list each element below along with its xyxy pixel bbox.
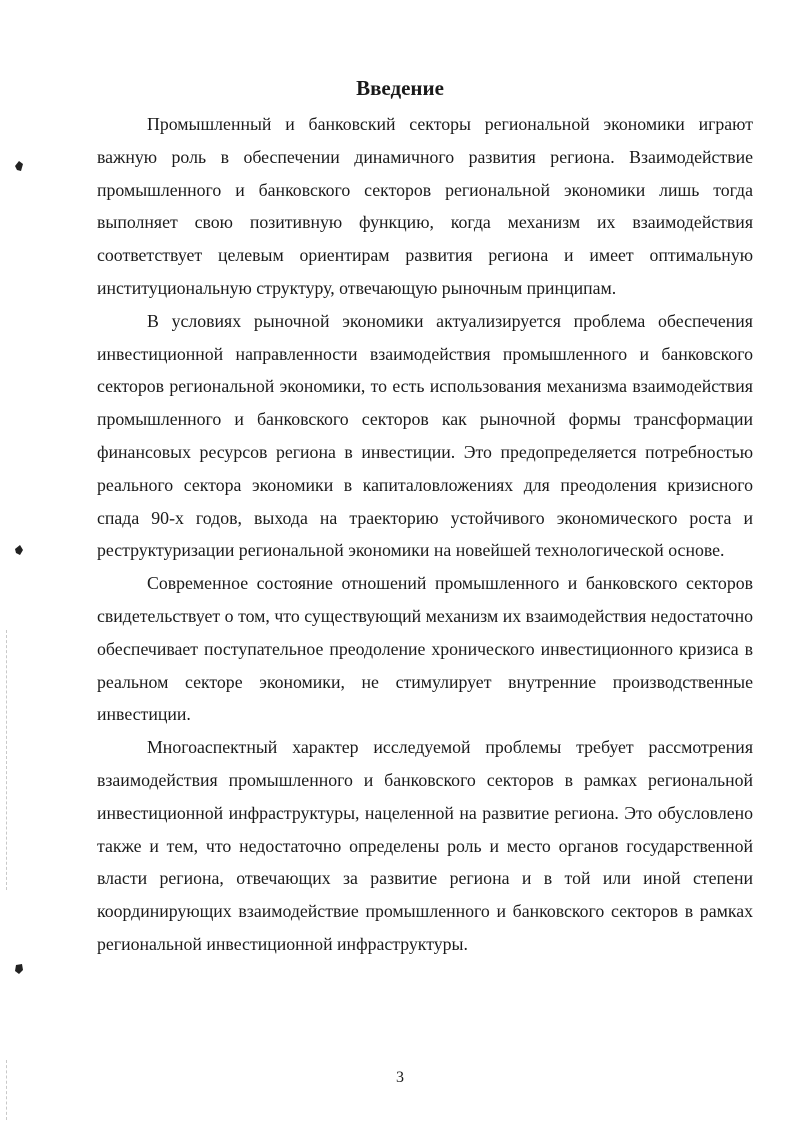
paragraph: Многоаспектный характер исследуемой проблемы требует рассмотрения взаимодействия промышленного и банковского секторов в рамках региональной инвестиционной инфраструктуры, нацеленной на развитие региона. Это обусловлено также и тем, что недостаточно определены роль и место органов государственной власти региона, отвечающих за развитие региона и в той или иной степени координирующих взаимодействие промышленного и банковского секторов в рамках региональной инвестиционной инфраструктуры. (97, 737, 753, 954)
punch-hole-mark-icon (14, 544, 24, 556)
page-number: 3 (396, 1069, 404, 1086)
punch-hole-mark-icon (14, 160, 24, 172)
paragraph: Промышленный и банковский секторы региональной экономики играют важную роль в обеспечении динамичного развития региона. Взаимодействие промышленного и банковского секторов региональной экономики лишь тогда выполняет свою позитивную функцию, когда механизм их взаимодействия соответствует целевым ориентирам развития региона и имеет оптимальную институциональную структуру, отвечающую рыночным принципам. (97, 114, 753, 298)
paragraph: В условиях рыночной экономики актуализируется проблема обеспечения инвестиционной направленности взаимодействия промышленного и банковского секторов региональной экономики, то есть использования механизма взаимодействия промышленного и банковского секторов как рыночной формы трансформации финансовых ресурсов региона в инвестиции. Это предопределяется потребностью реального сектора экономики в капиталовложениях для преодоления кризисного спада 90-х годов, выхода на траекторию устойчивого экономического роста и реструктуризации региональной экономики на новейшей технологической основе. (97, 310, 753, 561)
page-title: Введение (356, 76, 444, 100)
body-text (97, 108, 753, 961)
paragraph: Современное состояние отношений промышленного и банковского секторов свидетельствует о том, что существующий механизм их взаимодействия недостаточно обеспечивает поступательное преодоление хронического инвестиционного кризиса в реальном секторе экономики, не стимулирует внутренние производственные инвестиции. (97, 573, 753, 725)
punch-hole-mark-icon (14, 963, 24, 975)
binding-edge-line (6, 630, 7, 890)
